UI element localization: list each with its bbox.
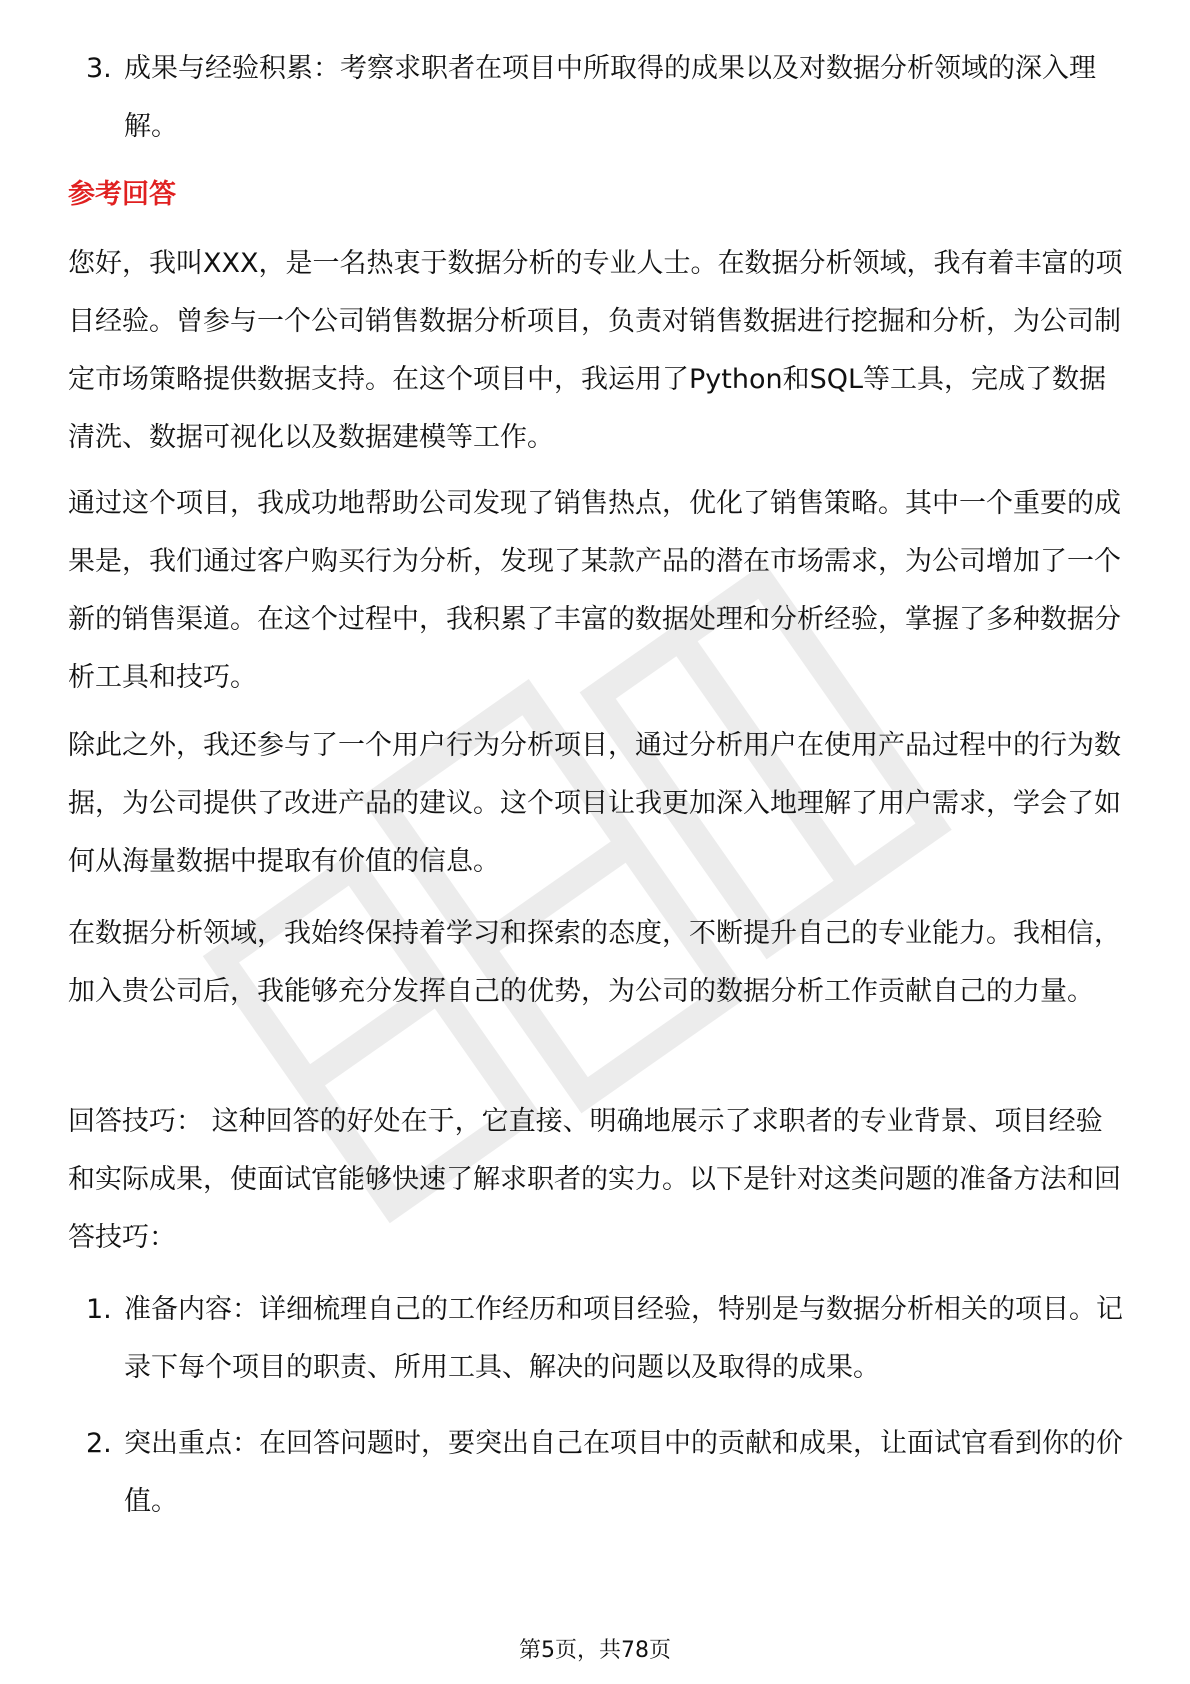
tip-item-2 <box>68 1415 1128 1531</box>
answer-paragraph-2: 通过这个项目，我成功地帮助公司发现了销售热点，优化了销售策略。其中一个重要的成果是，我们通过客户购买行为分析，发现了某款产品的潜在市场需求，为公司增加了一个新的销售渠道。在这个过程中，我积累了丰富的数据处理和分析经验，掌握了多种数据分析工具和技巧。 <box>68 488 1121 693</box>
answer-tips-paragraph: 回答技巧： 这种回答的好处在于，它直接、明确地展示了求职者的专业背景、项目经验和实际成果，使面试官能够快速了解求职者的实力。以下是针对这类问题的准备方法和回答技巧： <box>68 1106 1121 1253</box>
answer-paragraph-1: 您好，我叫XXX，是一名热衷于数据分析的专业人士。在数据分析领域，我有着丰富的项目经验。曾参与一个公司销售数据分析项目，负责对销售数据进行挖掘和分析，为公司制定市场策略提供数据支持。在这个项目中，我运用了Python和SQL等工具，完成了数据清洗、数据可视化以及数据建模等工作。 <box>68 248 1123 453</box>
list-item-3 <box>68 40 1128 156</box>
list-number: 3. <box>86 53 112 84</box>
page-number-footer: 第5页，共78页 <box>519 1638 671 1663</box>
list-text: 准备内容：详细梳理自己的工作经历和项目经验，特别是与数据分析相关的项目。记录下每个项目的职责、所用工具、解决的问题以及取得的成果。 <box>124 1294 1123 1383</box>
list-text: 突出重点：在回答问题时，要突出自己在项目中的贡献和成果，让面试官看到你的价值。 <box>124 1428 1123 1517</box>
reference-answer-heading: 参考回答 <box>68 179 176 210</box>
answer-paragraph-4: 在数据分析领域，我始终保持着学习和探索的态度，不断提升自己的专业能力。我相信，加入贵公司后，我能够充分发挥自己的优势，为公司的数据分析工作贡献自己的力量。 <box>68 918 1121 1007</box>
list-number: 2. <box>86 1428 112 1459</box>
list-text: 成果与经验积累：考察求职者在项目中所取得的成果以及对数据分析领域的深入理解。 <box>124 53 1096 142</box>
list-number: 1. <box>86 1294 112 1325</box>
tip-item-1 <box>68 1281 1128 1397</box>
answer-paragraph-3: 除此之外，我还参与了一个用户行为分析项目，通过分析用户在使用产品过程中的行为数据，为公司提供了改进产品的建议。这个项目让我更加深入地理解了用户需求，学会了如何从海量数据中提取有价值的信息。 <box>68 730 1121 877</box>
